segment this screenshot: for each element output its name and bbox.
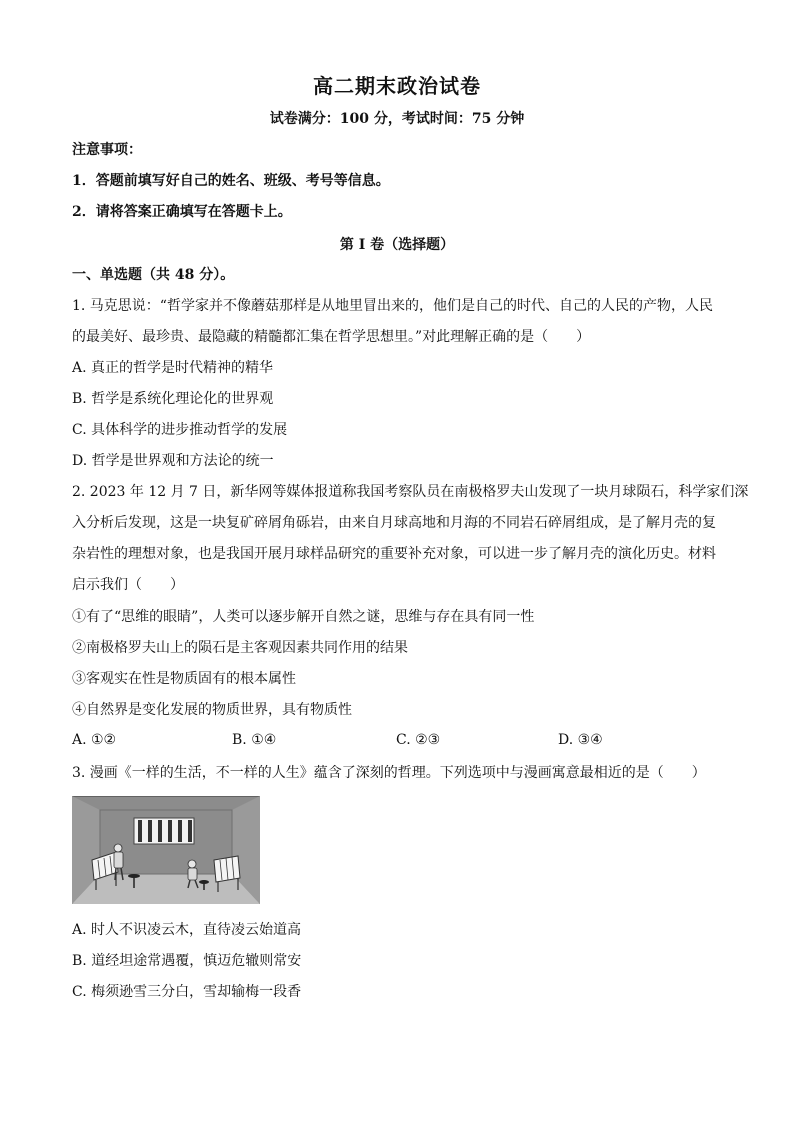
q1-line-1: 1. 马克思说：“哲学家并不像蘑菇那样是从地里冒出来的，他们是自己的时代、自己的人民的产物，人民	[72, 298, 713, 314]
q2-line-2: 入分析后发现，这是一块复矿碎屑角砾岩，由来自月球高地和月海的不同岩石碎屑组成，是了解月壳的复	[72, 515, 716, 531]
note-item-1: 1．答题前填写好自己的姓名、班级、考号等信息。	[72, 173, 390, 189]
q2-option-d: D. ③④	[558, 732, 603, 748]
q3-option-a: A. 时人不识凌云木，直待凌云始道高	[72, 922, 302, 938]
section-title: 第 I 卷（选择题）	[339, 237, 455, 253]
q2-line-1: 2. 2023 年 12 月 7 日，新华网等媒体报道称我国考察队员在南极格罗夫山发现了一块月球陨石，科学家们深	[72, 484, 749, 500]
q2-option-c: C. ②③	[396, 732, 441, 748]
q2-statement-1: ①有了“思维的眼睛”，人类可以逐步解开自然之谜，思维与存在具有同一性	[72, 609, 535, 625]
exam-title: 高二期末政治试卷	[313, 74, 481, 98]
barred-window	[134, 818, 194, 844]
q3-option-b: B. 道经坦途常遇覆，慎迈危辙则常安	[72, 953, 302, 969]
q2-options	[72, 732, 732, 752]
q2-option-a: A. ①②	[72, 732, 117, 748]
q1-option-c: C. 具体科学的进步推动哲学的发展	[72, 422, 288, 438]
q2-line-4: 启示我们（ ）	[72, 577, 184, 593]
q3-line-1: 3. 漫画《一样的生活，不一样的人生》蕴含了深刻的哲理。下列选项中与漫画寓意最相近的是（ ）	[72, 765, 706, 781]
q1-option-d: D. 哲学是世界观和方法论的统一	[72, 453, 274, 469]
q2-option-b: B. ①④	[232, 732, 277, 748]
q2-statement-3: ③客观实在性是物质固有的根本属性	[72, 671, 296, 687]
q2-line-3: 杂岩性的理想对象，也是我国开展月球样品研究的重要补充对象，可以进一步了解月壳的演化历史。材料	[72, 546, 716, 562]
note-item-2: 2．请将答案正确填写在答题卡上。	[72, 204, 292, 220]
q2-statement-2: ②南极格罗夫山上的陨石是主客观因素共同作用的结果	[72, 640, 408, 656]
q1-option-a: A. 真正的哲学是时代精神的精华	[72, 360, 274, 376]
notes-heading: 注意事项：	[72, 142, 142, 158]
part-title: 一、单选题（共 48 分）。	[72, 267, 235, 283]
q1-option-b: B. 哲学是系统化理论化的世界观	[72, 391, 274, 407]
q1-line-2: 的最美好、最珍贵、最隐藏的精髓都汇集在哲学思想里。”对此理解正确的是（ ）	[72, 329, 591, 345]
exam-subtitle: 试卷满分：100 分，考试时间：75 分钟	[269, 111, 525, 127]
q2-statement-4: ④自然界是变化发展的物质世界，具有物质性	[72, 702, 352, 718]
comic-illustration	[72, 796, 260, 904]
q3-option-c: C. 梅须逊雪三分白，雪却输梅一段香	[72, 984, 302, 1000]
